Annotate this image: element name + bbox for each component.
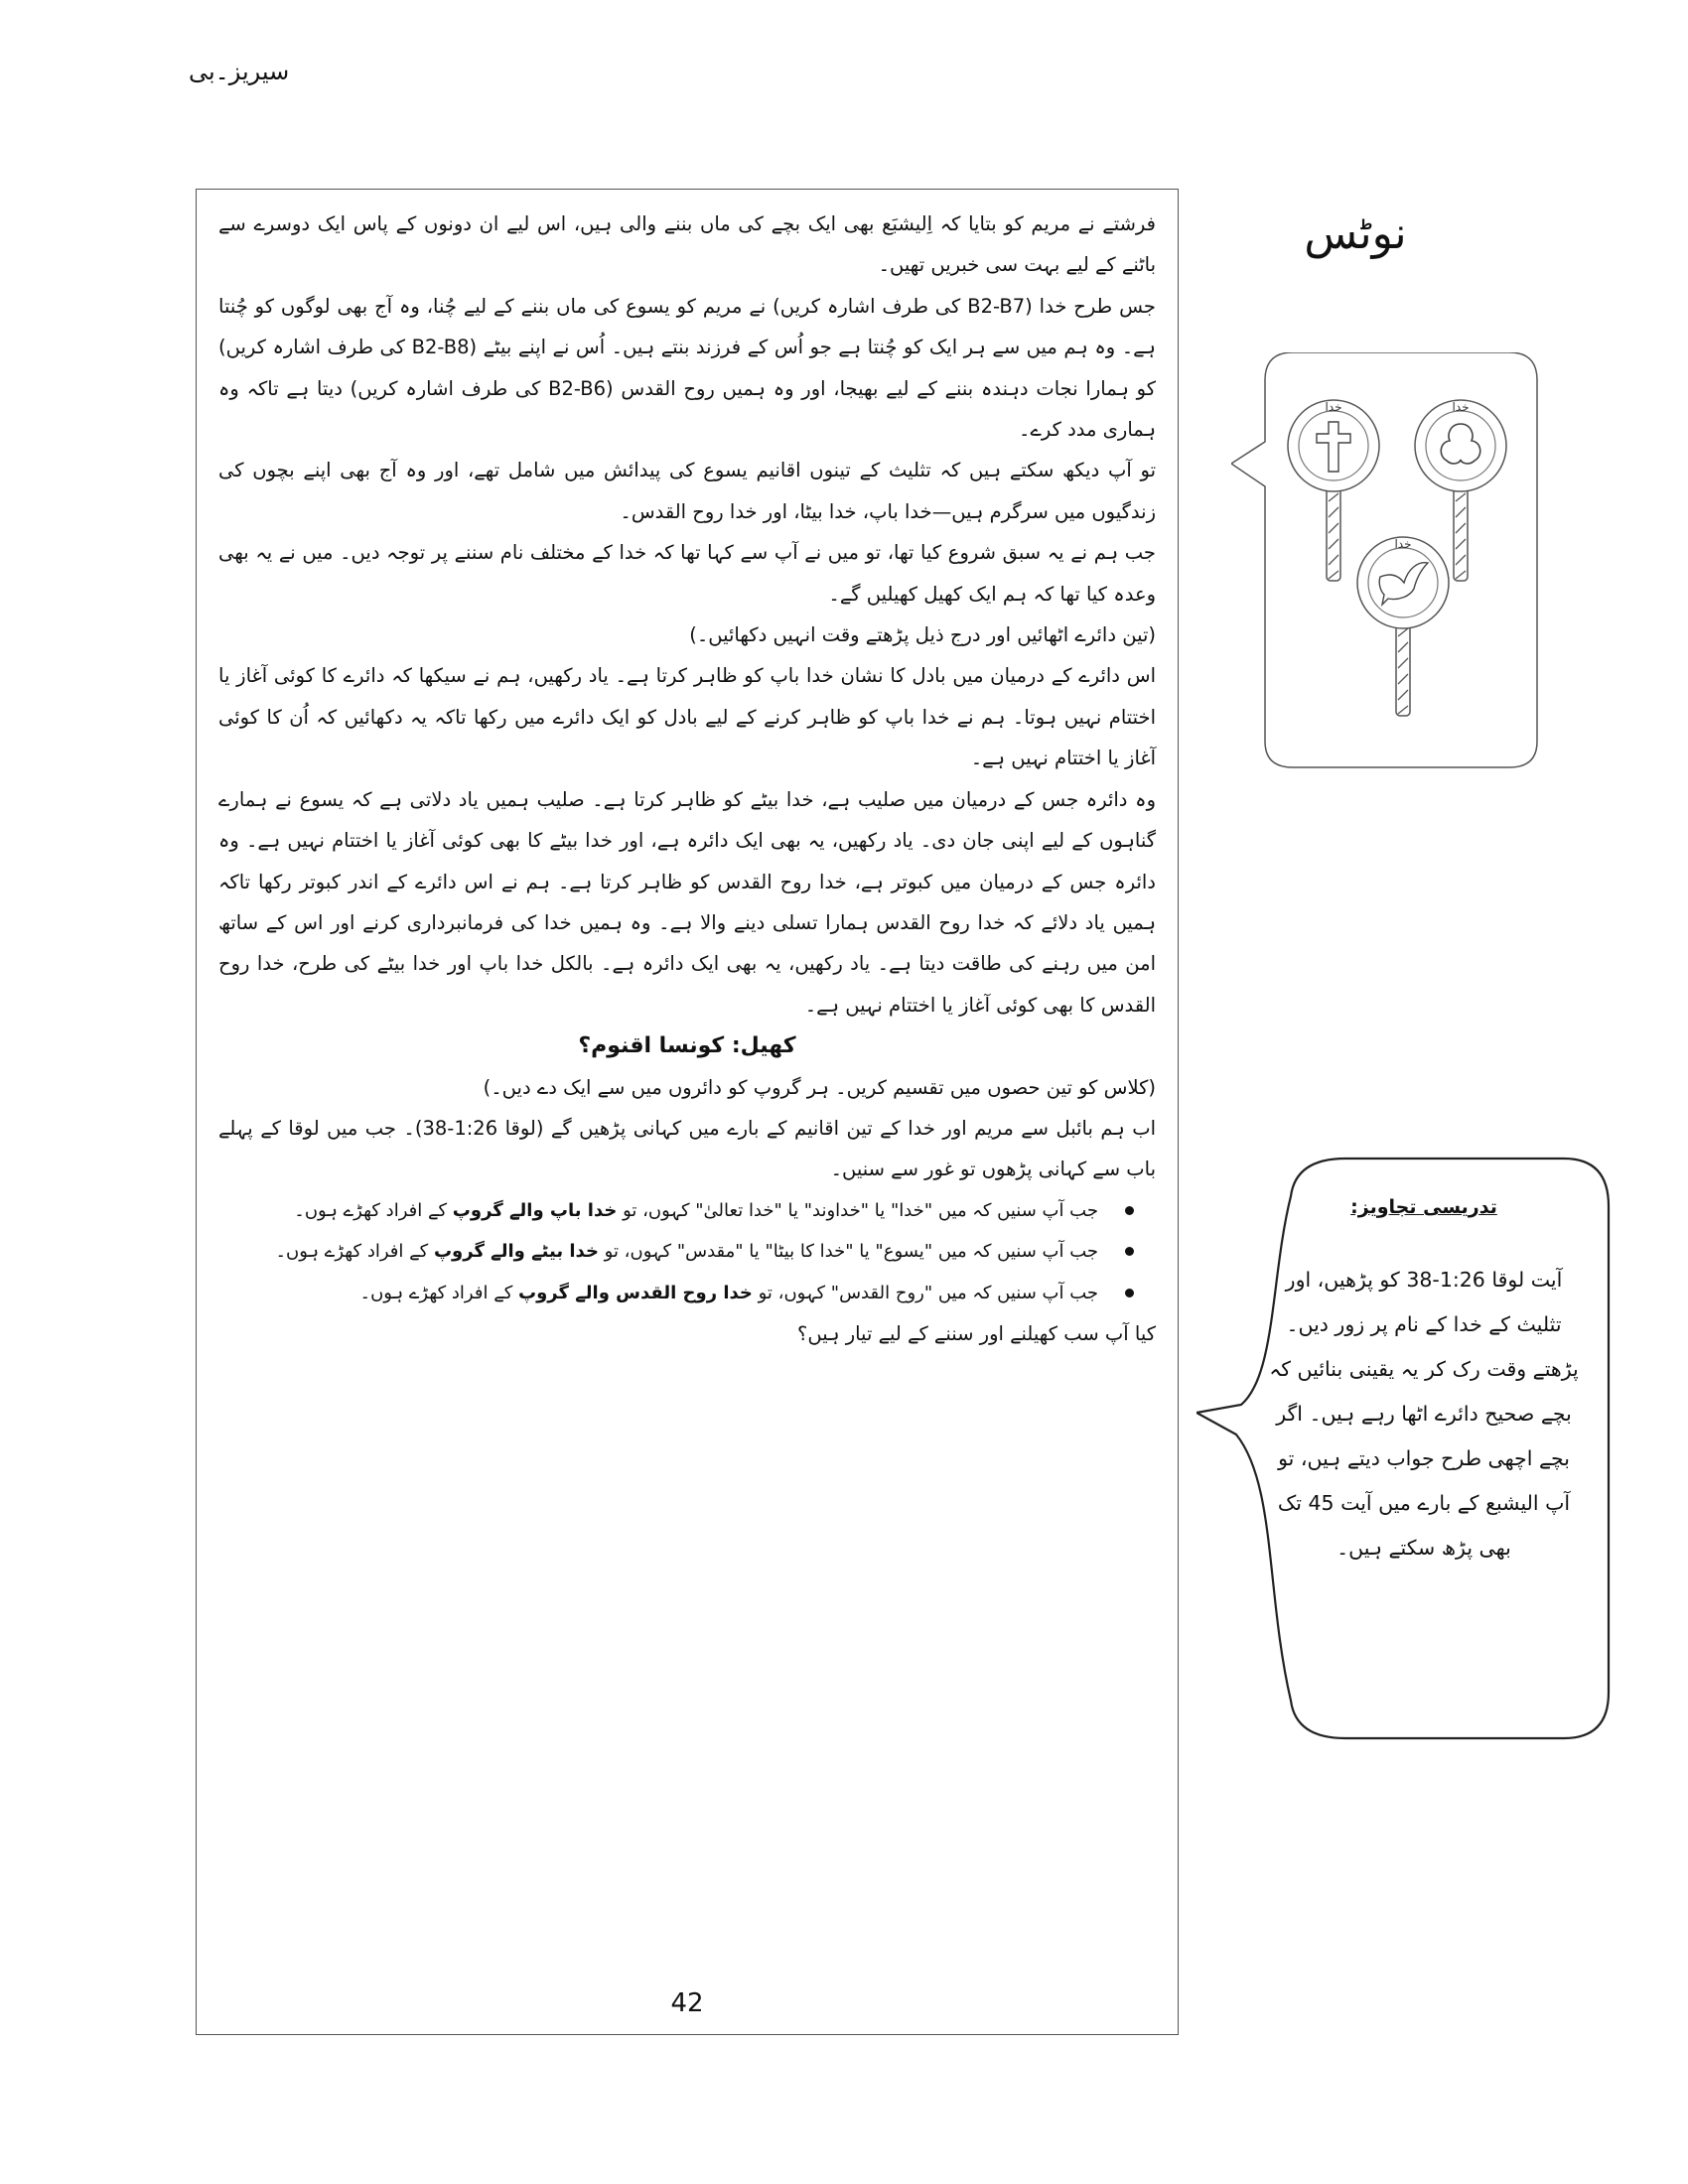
paragraph-trinity-active: تو آپ دیکھ سکتے ہیں کہ تثلیث کے تینوں اقانیم یسوع کی پیدائش میں شامل تھے، اور وہ آج بھی اپنے بچوں کی زندگیوں میں سرگرم ہیں—خدا باپ، خدا بیٹا، اور خدا روح القدس۔ — [218, 459, 1156, 523]
teaching-tips — [1266, 1196, 1582, 1570]
paragraph-game-promise: جب ہم نے یہ سبق شروع کیا تھا، تو میں نے آپ سے کہا تھا کہ خدا کے مختلف نام سننے پر توجہ دیں۔ میں نے یہ بھی وعدہ کیا تھا کہ ہم ایک کھیل کھیلیں گے۔ — [218, 541, 1156, 606]
paragraph-god-chooses: جس طرح خدا (B2-B7 کی طرف اشارہ کریں) نے مریم کو یسوع کی ماں بننے کے لیے چُنا، وہ آج بھی لوگوں کو چُنتا ہے۔ وہ ہم میں سے ہر ایک کو چُنتا ہے جو اُس کے فرزند بنتے ہیں۔ اُس نے اپنے بیٹے (B2-B8 کی طرف اشارہ کریں) کو ہمارا نجات دہندہ بننے کے لیے بھیجا، اور وہ ہمیں روح القدس (B2-B6 کی طرف اشارہ کریں) دیتا ہے تاکہ وہ ہماری مدد کرے۔ — [218, 294, 1156, 442]
paragraph-cloud-circle: اس دائرے کے درمیان میں بادل کا نشان خدا باپ کو ظاہر کرتا ہے۔ یاد رکھیں، ہم نے سیکھا کہ دائرے کا کوئی آغاز یا اختتام نہیں ہوتا۔ ہم نے خدا باپ کو ظاہر کرنے کے لیے بادل کو ایک دائرے میں رکھا تاکہ یہ دکھائیں کہ اُن کا کوئی آغاز یا اختتام نہیں ہے۔ — [218, 664, 1156, 770]
paragraph-raise-circles: (تین دائرے اٹھائیں اور درج ذیل پڑھتے وقت انہیں دکھائیں۔) — [689, 623, 1156, 647]
list-item: جب آپ سنیں کہ میں "یسوع" یا "خدا کا بیٹا" یا "مقدس" کہوں، تو خدا بیٹے والے گروپ کے افراد کھڑے ہوں۔ — [218, 1231, 1156, 1272]
game-instruction: (کلاس کو تین حصوں میں تقسیم کریں۔ ہر گروپ کو دائروں میں سے ایک دے دیں۔) — [483, 1075, 1156, 1099]
page-number: 42 — [670, 1988, 704, 2018]
teaching-tips-title: تدریسی تجاویز: — [1350, 1196, 1497, 1218]
series-header: سیریز۔بی — [189, 58, 290, 85]
svg-text:خدا: خدا — [1325, 400, 1342, 414]
circle-signs-illustration — [1231, 352, 1539, 769]
list-item: جب آپ سنیں کہ میں "خدا" یا "خداوند" یا "خدا تعالیٰ" کہوں، تو خدا باپ والے گروپ کے افراد کھڑے ہوں۔ — [218, 1190, 1156, 1231]
group-instructions-list — [218, 1190, 1156, 1313]
lesson-content — [218, 204, 1156, 1354]
svg-text:خدا: خدا — [1452, 400, 1470, 414]
teaching-tips-body: آیت لوقا 1:26-38 کو پڑھیں، اور تثلیث کے خدا کے نام پر زور دیں۔ پڑھتے وقت رک کر یہ یقینی بنائیں کہ بچے صحیح دائرے اٹھا رہے ہیں۔ اگر بچے اچھی طرح جواب دیتے ہیں، تو آپ الیشبع کے بارے میں آیت 45 تک بھی پڑھ سکتے ہیں۔ — [1269, 1268, 1579, 1560]
game-intro: اب ہم بائبل سے مریم اور خدا کے تین اقانیم کے بارے میں کہانی پڑھیں گے (لوقا 1:26-38)۔ جب میں لوقا کے پہلے باب سے کہانی پڑھوں تو غور سے سنیں۔ — [218, 1116, 1157, 1181]
game-title: کھیل: کونسا اقنوم؟ — [578, 1033, 796, 1059]
svg-text:خدا: خدا — [1394, 537, 1412, 551]
notes-bubble — [1231, 352, 1539, 769]
paragraph-angel-news: فرشتے نے مریم کو بتایا کہ اِلیشبَع بھی ایک بچے کی ماں بننے والی ہیں، اس لیے ان دونوں کے پاس ایک دوسرے سے باٹنے کے لیے بہت سی خبریں تھیں۔ — [218, 212, 1156, 277]
paragraph-cross-dove-circles: وہ دائرہ جس کے درمیان میں صلیب ہے، خدا بیٹے کو ظاہر کرتا ہے۔ صلیب ہمیں یاد دلاتی ہے کہ یسوع نے ہمارے گناہوں کے لیے اپنی جان دی۔ یاد رکھیں، یہ بھی ایک دائرہ ہے، اور خدا بیٹے کا بھی کوئی آغاز یا اختتام نہیں ہے۔ وہ دائرہ جس کے درمیان میں کبوتر ہے، خدا روح القدس کو ظاہر کرتا ہے۔ ہم نے اس دائرے کے اندر کبوتر رکھا تاکہ ہمیں یاد دلائے کہ خدا روح القدس ہمارا تسلی دینے والا ہے۔ وہ ہمیں خدا کی فرمانبرداری کرنے اور اس کے ساتھ امن میں رہنے کی طاقت دیتا ہے۔ یاد رکھیں، یہ بھی ایک دائرہ ہے۔ بالکل خدا باپ اور خدا بیٹے کی طرح، خدا روح القدس کا بھی کوئی آغاز یا اختتام نہیں ہے۔ — [218, 787, 1156, 1017]
notes-title: نوٹس — [1304, 208, 1407, 259]
lesson-text-box — [196, 189, 1179, 2035]
closing-question: کیا آپ سب کھیلنے اور سننے کے لیے تیار ہیں؟ — [797, 1321, 1156, 1345]
list-item: جب آپ سنیں کہ میں "روح القدس" کہوں، تو خدا روح القدس والے گروپ کے افراد کھڑے ہوں۔ — [218, 1273, 1156, 1313]
